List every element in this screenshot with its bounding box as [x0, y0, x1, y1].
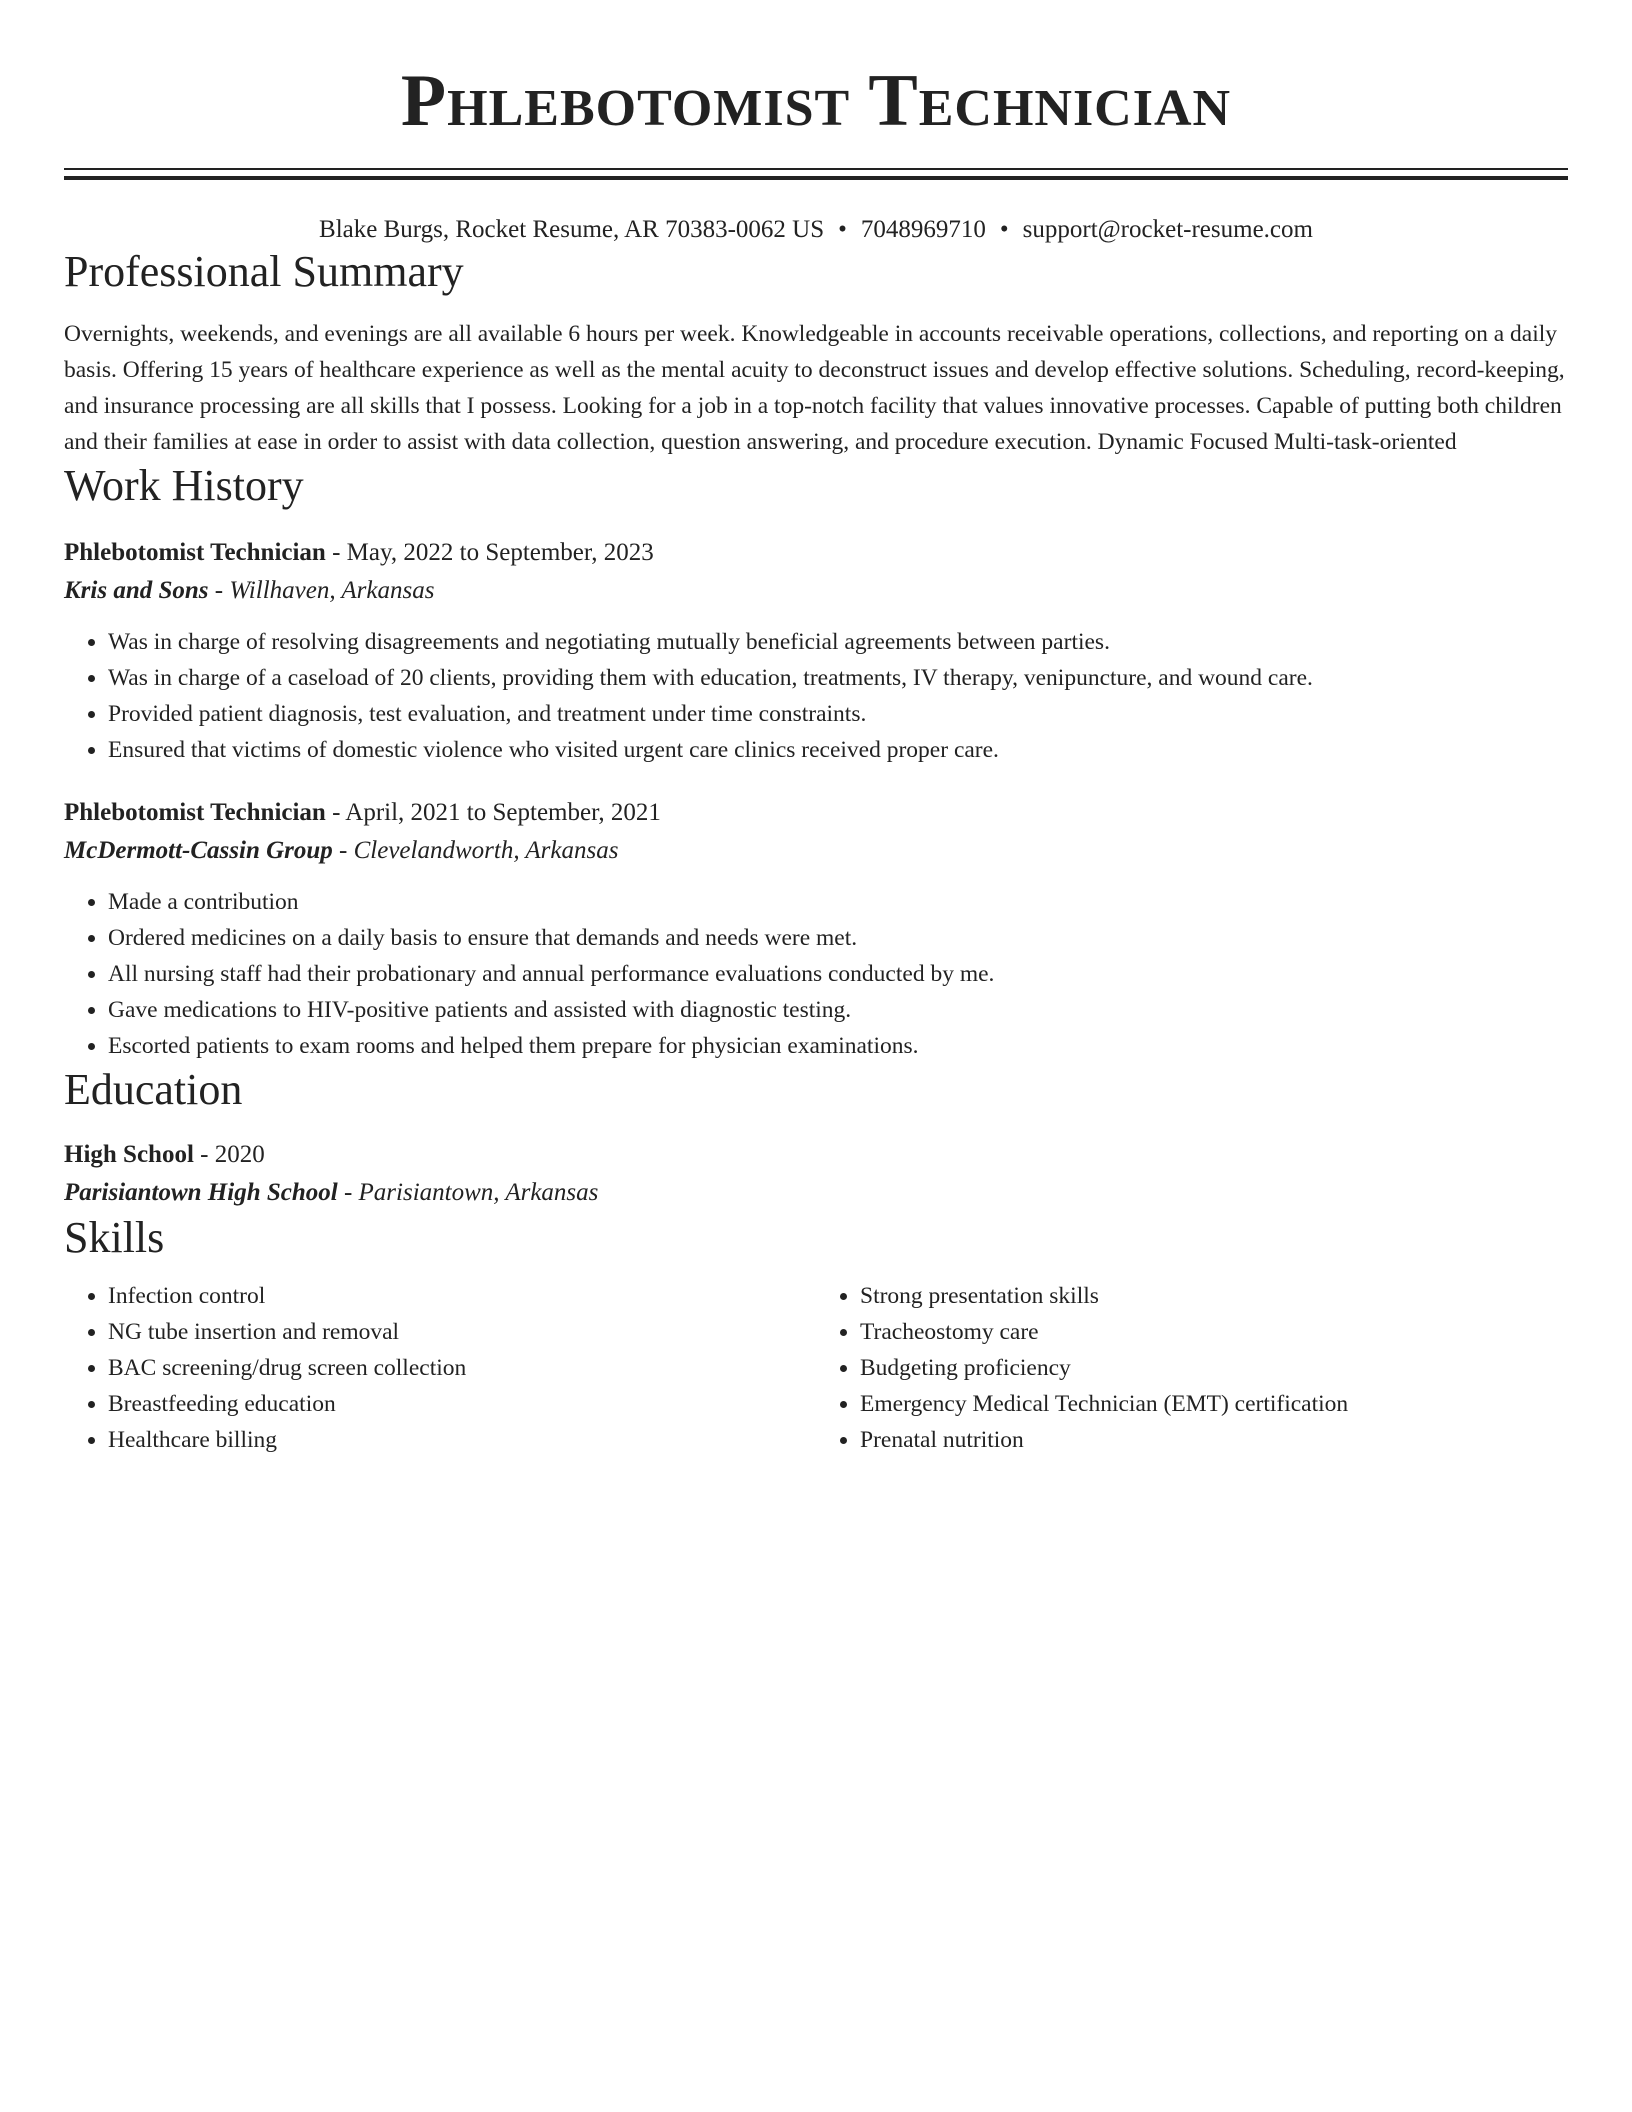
degree-line	[64, 1136, 1568, 1174]
summary-text: Overnights, weekends, and evenings are all available 6 hours per week. Knowledgeable in accounts receivable operations, collections, and reporting on a daily basis. Offering 15 years of healthcare experience as well as the mental acuity to deconstruct issues and develop effective solutions. Scheduling, record-keeping, and insurance processing are all skills that I possess. Looking for a job in a top-notch facility that values innovative processes. Capable of putting both children and their families at ease in order to assist with data collection, question answering, and procedure execution. Dynamic Focused Multi-task-oriented	[64, 321, 1565, 455]
job-entry	[64, 534, 1568, 768]
contact-line	[64, 214, 1568, 246]
job-duties-list	[64, 624, 1568, 768]
contact-separator: •	[838, 216, 847, 243]
job-dates: - April, 2021 to September, 2021	[325, 799, 661, 826]
list-item: • Was in charge of a caseload of 20 clients, providing them with education, treatments, IV therapy, venipuncture, and wound care.	[108, 660, 1568, 696]
job-title-line	[64, 534, 1568, 572]
company-line	[64, 572, 1568, 610]
education-heading: Education	[64, 1065, 243, 1114]
list-item: • Was in charge of resolving disagreements and negotiating mutually beneficial agreements between parties.	[108, 624, 1568, 660]
contact-separator: •	[999, 216, 1009, 243]
list-item: • Made a contribution	[108, 884, 1568, 920]
contact-email: support@rocket-resume.com	[1022, 216, 1313, 243]
company-name: McDermott-Cassin Group	[64, 837, 333, 864]
school-name: Parisiantown High School	[64, 1179, 338, 1206]
list-item: • Ensured that victims of domestic violence who visited urgent care clinics received proper care.	[108, 732, 1568, 768]
company-location: - Willhaven, Arkansas	[208, 577, 435, 604]
skill-item: • Infection control	[108, 1278, 816, 1314]
school-line	[64, 1174, 1568, 1212]
summary-heading: Professional Summary	[64, 247, 464, 296]
list-item: • Gave medications to HIV-positive patients and assisted with diagnostic testing.	[108, 992, 1568, 1028]
list-item: • All nursing staff had their probationary and annual performance evaluations conducted by me.	[108, 956, 1568, 992]
skills-heading: Skills	[64, 1213, 165, 1262]
skill-item: • Emergency Medical Technician (EMT) certification	[860, 1386, 1568, 1422]
list-item: • Escorted patients to exam rooms and helped them prepare for physician examinations.	[108, 1028, 1568, 1064]
work-history-heading: Work History	[64, 461, 304, 510]
company-name: Kris and Sons	[64, 577, 209, 604]
title-divider-thick	[64, 176, 1568, 180]
company-line	[64, 832, 1568, 870]
job-dates: - May, 2022 to September, 2023	[325, 539, 654, 566]
list-item: • Provided patient diagnosis, test evaluation, and treatment under time constraints.	[108, 696, 1568, 732]
job-duties-list	[64, 884, 1568, 1064]
skills-list-left	[64, 1278, 816, 1458]
skill-item: • Strong presentation skills	[860, 1278, 1568, 1314]
job-title: Phlebotomist Technician	[64, 539, 326, 566]
job-entry	[64, 794, 1568, 1064]
skill-item: • BAC screening/drug screen collection	[108, 1350, 816, 1386]
contact-phone: 7048969710	[860, 216, 986, 243]
degree: High School	[64, 1141, 194, 1168]
title-divider-thin	[64, 168, 1568, 170]
skill-item: • Healthcare billing	[108, 1422, 816, 1458]
page-title: Phlebotomist Technician	[400, 60, 1232, 142]
skills-list-right	[816, 1278, 1568, 1458]
list-item: • Ordered medicines on a daily basis to ensure that demands and needs were met.	[108, 920, 1568, 956]
graduation-year: - 2020	[193, 1141, 265, 1168]
contact-address: Blake Burgs, Rocket Resume, AR 70383-0062 US	[319, 216, 825, 243]
job-title-line	[64, 794, 1568, 832]
skill-item: • Prenatal nutrition	[860, 1422, 1568, 1458]
company-location: - Clevelandworth, Arkansas	[332, 837, 619, 864]
skill-item: • NG tube insertion and removal	[108, 1314, 816, 1350]
school-location: - Parisiantown, Arkansas	[337, 1179, 599, 1206]
job-title: Phlebotomist Technician	[64, 799, 326, 826]
skill-item: • Breastfeeding education	[108, 1386, 816, 1422]
education-entry	[64, 1136, 1568, 1212]
skills-columns	[64, 1278, 1568, 1458]
skill-item: • Tracheostomy care	[860, 1314, 1568, 1350]
skill-item: • Budgeting proficiency	[860, 1350, 1568, 1386]
